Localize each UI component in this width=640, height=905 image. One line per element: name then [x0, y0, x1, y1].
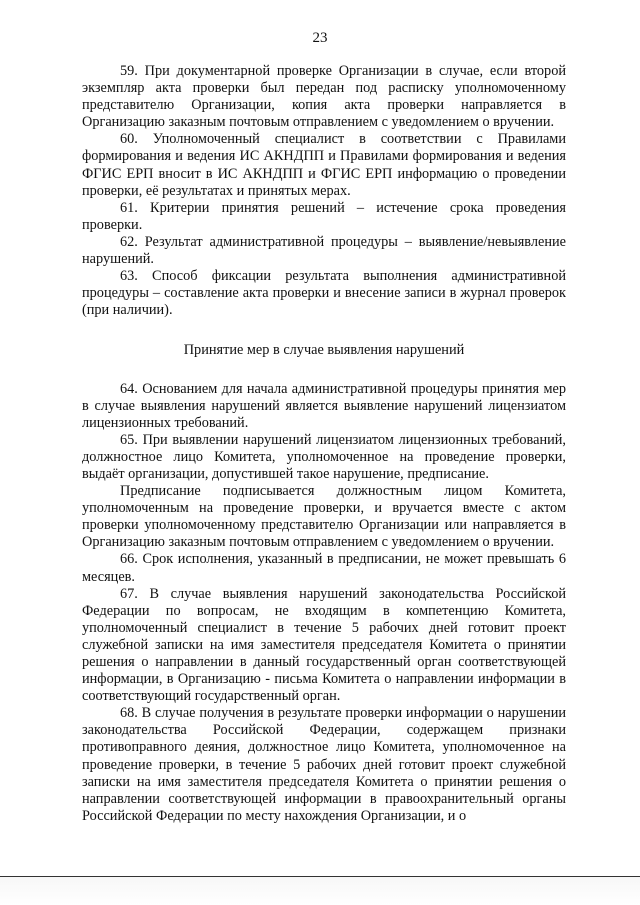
paragraph-64: 64. Основанием для начала административной процедуры принятия мер в случае выявления нарушений является выявление нарушений лицензиатом лицензионных требований. — [82, 380, 566, 431]
paragraph-60: 60. Уполномоченный специалист в соответствии с Правилами формирования и ведения ИС АКНДПП и Правилами формирования и ведения ФГИС ЕРП вносит в ИС АКНДПП и ФГИС ЕРП информацию о проведении проверки, её результатах и принятых мерах. — [82, 131, 566, 199]
paragraph-61: 61. Критерии принятия решений – истечение срока проведения проверки. — [82, 199, 566, 233]
paragraph-59: 59. При документарной проверке Организации в случае, если второй экземпляр акта проверки был передан под расписку уполномоченному представителю Организации, копия акта проверки направляется в Организацию заказным почтовым отправлением с уведомлением о вручении. — [82, 63, 566, 131]
paragraph-66: 66. Срок исполнения, указанный в предписании, не может превышать 6 месяцев. — [82, 551, 566, 585]
paragraph-65-prescription: Предписание подписывается должностным лицом Комитета, уполномоченным на проведение проверки, и вручается вместе с актом проверки уполномоченному представителю Организации или направляется в Организацию заказным почтовым отправлением с уведомлением о вручении. — [82, 483, 566, 551]
paragraph-67: 67. В случае выявления нарушений законодательства Российской Федерации по вопросам, не входящим в компетенцию Комитета, уполномоченный специалист в течение 5 рабочих дней готовит проект служебной записки на имя заместителя председателя Комитета о принятии решения о направлении в данный государственный орган соответствующей информации, в Организацию - письма Комитета о направлении информации в соответствующий государственный орган. — [82, 585, 566, 705]
paragraph-63: 63. Способ фиксации результата выполнения административной процедуры – составление акта проверки и внесение записи в журнал проверок (при наличии). — [82, 268, 566, 319]
paragraph-62: 62. Результат административной процедуры – выявление/невыявление нарушений. — [82, 233, 566, 268]
paragraph-68: 68. В случае получения в результате проверки информации о нарушении законодательства Российской Федерации, содержащем признаки противоправного деяния, должностное лицо Комитета, уполномоченное на проведение проверки, в течение 5 рабочих дней готовит проект служебной записки на имя заместителя председателя Комитета о принятии решения о направлении соответствующей информации в правоохранительный органы Российской Федерации по месту нахождения Организации, и о — [82, 705, 566, 824]
body-text — [82, 63, 566, 825]
paragraph-65: 65. При выявлении нарушений лицензиатом лицензионных требований, должностное лицо Комитета, уполномоченное на проведение проверки, выдаёт организации, допустившей такое нарушение, предписание. — [82, 431, 566, 482]
section-heading: Принятие мер в случае выявления нарушений — [183, 342, 465, 359]
scan-margin — [0, 877, 640, 905]
page-number: 23 — [312, 30, 328, 46]
